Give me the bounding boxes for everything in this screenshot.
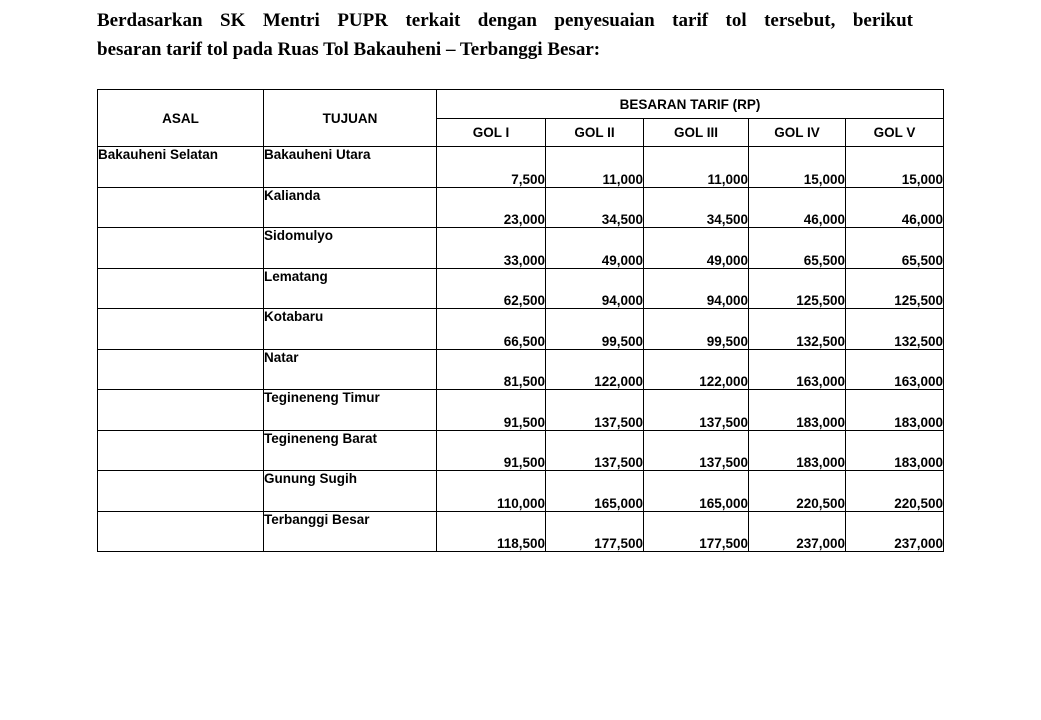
header-gol-1: GOL I (437, 119, 546, 147)
cell-tarif-gol-5: 220,500 (846, 471, 944, 512)
cell-asal (98, 349, 264, 390)
cell-tarif-gol-3: 165,000 (644, 471, 749, 512)
table-row (98, 511, 944, 552)
cell-tarif-gol-4: 132,500 (749, 309, 846, 350)
header-gol-4: GOL IV (749, 119, 846, 147)
cell-tarif-gol-5: 65,500 (846, 228, 944, 269)
cell-tarif-gol-3: 49,000 (644, 228, 749, 269)
cell-asal (98, 511, 264, 552)
cell-tarif-gol-3: 94,000 (644, 268, 749, 309)
cell-tarif-gol-4: 220,500 (749, 471, 846, 512)
header-gol-5: GOL V (846, 119, 944, 147)
cell-tarif-gol-4: 125,500 (749, 268, 846, 309)
table-row (98, 349, 944, 390)
cell-tujuan: Gunung Sugih (264, 471, 437, 512)
cell-tarif-gol-3: 34,500 (644, 187, 749, 228)
cell-tarif-gol-3: 11,000 (644, 147, 749, 188)
cell-tarif-gol-2: 34,500 (546, 187, 644, 228)
cell-tarif-gol-3: 137,500 (644, 430, 749, 471)
cell-tarif-gol-5: 125,500 (846, 268, 944, 309)
cell-tarif-gol-1: 91,500 (437, 430, 546, 471)
cell-tarif-gol-2: 11,000 (546, 147, 644, 188)
cell-tujuan: Terbanggi Besar (264, 511, 437, 552)
cell-tarif-gol-4: 65,500 (749, 228, 846, 269)
cell-tarif-gol-4: 15,000 (749, 147, 846, 188)
header-tujuan: TUJUAN (264, 90, 437, 147)
table-body (98, 147, 944, 552)
cell-tarif-gol-4: 46,000 (749, 187, 846, 228)
cell-tarif-gol-4: 237,000 (749, 511, 846, 552)
cell-tarif-gol-3: 137,500 (644, 390, 749, 431)
cell-tarif-gol-1: 66,500 (437, 309, 546, 350)
cell-tarif-gol-2: 49,000 (546, 228, 644, 269)
cell-tarif-gol-1: 81,500 (437, 349, 546, 390)
header-gol-3: GOL III (644, 119, 749, 147)
cell-tarif-gol-5: 237,000 (846, 511, 944, 552)
cell-asal (98, 390, 264, 431)
cell-tarif-gol-5: 46,000 (846, 187, 944, 228)
cell-tarif-gol-1: 62,500 (437, 268, 546, 309)
cell-asal (98, 268, 264, 309)
cell-tarif-gol-3: 122,000 (644, 349, 749, 390)
cell-tarif-gol-1: 91,500 (437, 390, 546, 431)
cell-tarif-gol-5: 15,000 (846, 147, 944, 188)
cell-tujuan: Kalianda (264, 187, 437, 228)
cell-asal (98, 187, 264, 228)
cell-tarif-gol-5: 163,000 (846, 349, 944, 390)
table-row (98, 430, 944, 471)
cell-tarif-gol-5: 183,000 (846, 430, 944, 471)
cell-asal (98, 430, 264, 471)
cell-tujuan: Bakauheni Utara (264, 147, 437, 188)
cell-tujuan: Lematang (264, 268, 437, 309)
cell-tarif-gol-2: 137,500 (546, 430, 644, 471)
intro-paragraph (97, 6, 913, 64)
cell-tujuan: Sidomulyo (264, 228, 437, 269)
table-row (98, 309, 944, 350)
cell-tujuan: Tegineneng Barat (264, 430, 437, 471)
cell-tarif-gol-2: 137,500 (546, 390, 644, 431)
cell-tujuan: Tegineneng Timur (264, 390, 437, 431)
cell-tarif-gol-2: 177,500 (546, 511, 644, 552)
cell-tarif-gol-4: 183,000 (749, 390, 846, 431)
cell-tarif-gol-2: 165,000 (546, 471, 644, 512)
cell-asal (98, 309, 264, 350)
cell-tarif-gol-4: 183,000 (749, 430, 846, 471)
cell-tujuan: Natar (264, 349, 437, 390)
cell-tarif-gol-3: 99,500 (644, 309, 749, 350)
cell-tarif-gol-1: 118,500 (437, 511, 546, 552)
header-besaran-tarif: BESARAN TARIF (RP) (437, 90, 944, 119)
table-row (98, 390, 944, 431)
table-row (98, 471, 944, 512)
cell-tarif-gol-1: 110,000 (437, 471, 546, 512)
cell-tarif-gol-2: 122,000 (546, 349, 644, 390)
cell-asal (98, 471, 264, 512)
table-row (98, 147, 944, 188)
cell-tarif-gol-2: 94,000 (546, 268, 644, 309)
cell-tujuan: Kotabaru (264, 309, 437, 350)
cell-tarif-gol-4: 163,000 (749, 349, 846, 390)
cell-tarif-gol-1: 23,000 (437, 187, 546, 228)
cell-tarif-gol-1: 33,000 (437, 228, 546, 269)
table-row (98, 228, 944, 269)
cell-asal (98, 228, 264, 269)
header-asal: ASAL (98, 90, 264, 147)
table-row (98, 187, 944, 228)
intro-line-1: Berdasarkan SK Mentri PUPR terkait dengan penyesuaian tarif tol tersebut, berikut (97, 10, 913, 31)
toll-tariff-table (97, 89, 944, 552)
header-gol-2: GOL II (546, 119, 644, 147)
cell-asal: Bakauheni Selatan (98, 147, 264, 188)
cell-tarif-gol-5: 132,500 (846, 309, 944, 350)
intro-line-2: besaran tarif tol pada Ruas Tol Bakauheni – Terbanggi Besar: (97, 39, 601, 60)
cell-tarif-gol-1: 7,500 (437, 147, 546, 188)
cell-tarif-gol-3: 177,500 (644, 511, 749, 552)
table-row (98, 268, 944, 309)
cell-tarif-gol-2: 99,500 (546, 309, 644, 350)
cell-tarif-gol-5: 183,000 (846, 390, 944, 431)
